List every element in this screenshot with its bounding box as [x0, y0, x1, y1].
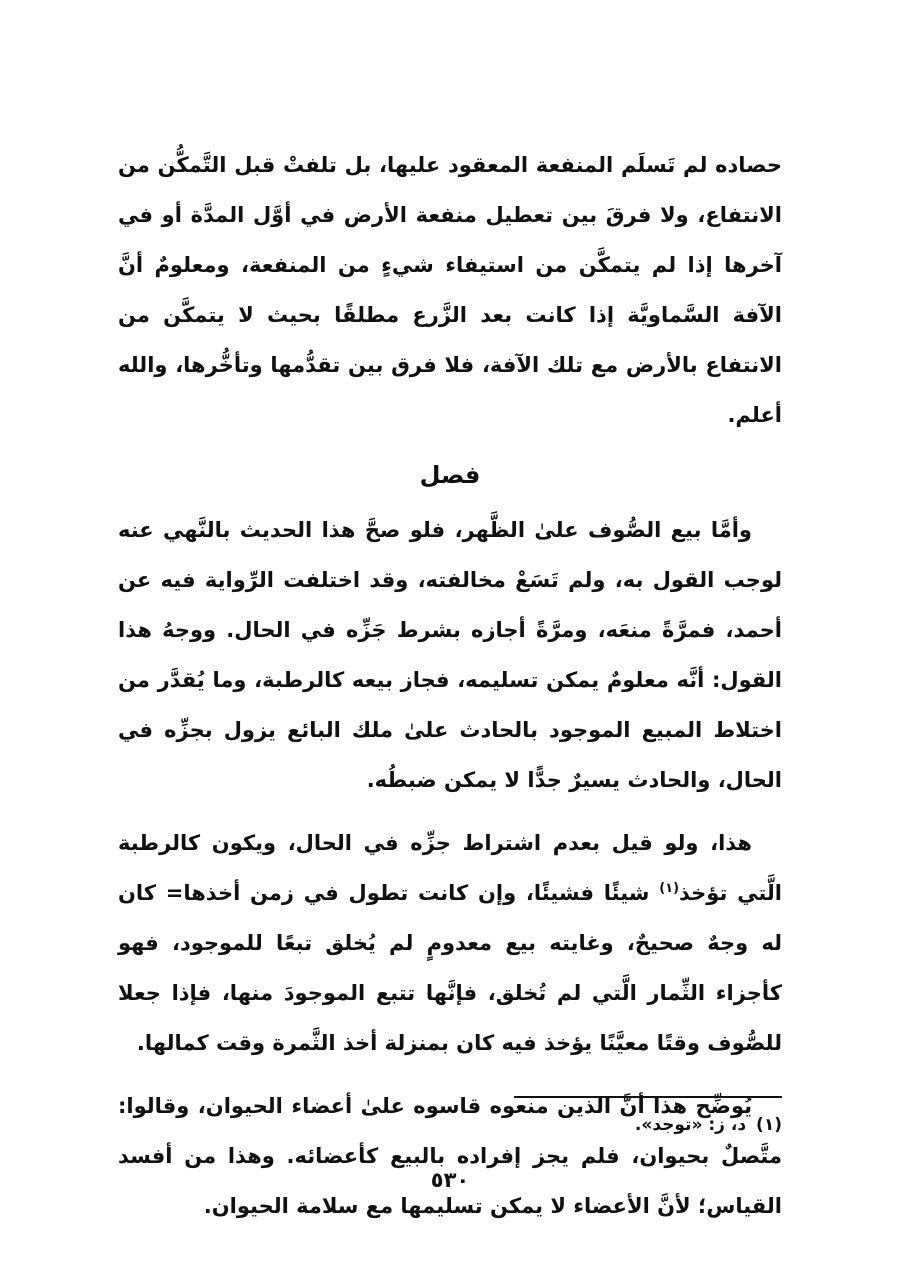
- paragraph-2: وأمَّا بيع الصُّوف علىٰ الظَّهر، فلو صحَّ هذا الحديث بالنَّهي عنه لوجب القول به، ولم تَسَعْ مخالفته، وقد اختلفت الرِّواية فيه عن أحمد، فمرَّةً منعَه، ومرَّةً أجازه بشرط جَزِّه في الحال. ووجهُ هذا القول: أنَّه معلومٌ يمكن تسليمه، فجاز بيعه كالرطبة، وما يُقدَّر من اختلاط المبيع الموجود بالحادث علىٰ ملك البائع يزول بجزِّه في الحال، والحادث يسيرٌ جدًّا لا يمكن ضبطُه.: [118, 518, 782, 792]
- footnote-text: د، ز: «توجد».: [634, 1115, 747, 1135]
- footnote-marker: (١): [756, 1115, 782, 1135]
- paragraph-3-part-2: شيئًا فشيئًا، وإن كانت تطول في زمن أخذها= كان له وجهٌ صحيحٌ، وغايته بيع معدومٍ لم يُخلق تبعًا للموجود، فهو كأجزاء الثِّمار الَّتي لم تُخلق، فإنَّها تتبع الموجودَ منها، فإذا جعلا للصُّوف وقتًا معيَّنًا يؤخذ فيه كان بمنزلة أخذ الثَّمرة وقت كمالها.: [118, 881, 782, 1055]
- document-page: [118, 140, 782, 1220]
- paragraph-1: حصاده لم تَسلَم المنفعة المعقود عليها، بل تلفتْ قبل التَّمكُّن من الانتفاع، ولا فرقَ بين تعطيل منفعة الأرض في أوَّل المدَّة أو في آخرها إذا لم يتمكَّن من استيفاء شيءٍ من المنفعة، ومعلومٌ أنَّ الآفة السَّماويَّة إذا كانت بعد الزَّرع مطلقًا بحيث لا يتمكَّن من الانتفاع بالأرض مع تلك الآفة، فلا فرق بين تقدُّمها وتأخُّرها، والله أعلم.: [118, 153, 782, 427]
- footnote-reference[interactable]: (١): [659, 881, 680, 896]
- footnote: [118, 1108, 782, 1142]
- paragraph-3-part-1: هذا، ولو قيل بعدم اشتراط جزِّه في الحال، ويكون كالرطبة الَّتي تؤخذ: [118, 831, 782, 905]
- paragraph-4: يُوضِّح هذا أنَّ الذين منعوه قاسوه علىٰ أعضاء الحيوان، وقالوا: متَّصلٌ بحيوان، فلم يجز إفراده بالبيع كأعضائه. وهذا من أفسد القياس؛ لأنَّ الأعضاء لا يمكن تسليمها مع سلامة الحيوان.: [118, 1094, 782, 1218]
- page-number: ٥٣٠: [430, 1168, 470, 1192]
- footnote-divider: [514, 1096, 782, 1098]
- paragraph-3: [118, 818, 782, 1068]
- section-heading: فصل: [419, 461, 481, 489]
